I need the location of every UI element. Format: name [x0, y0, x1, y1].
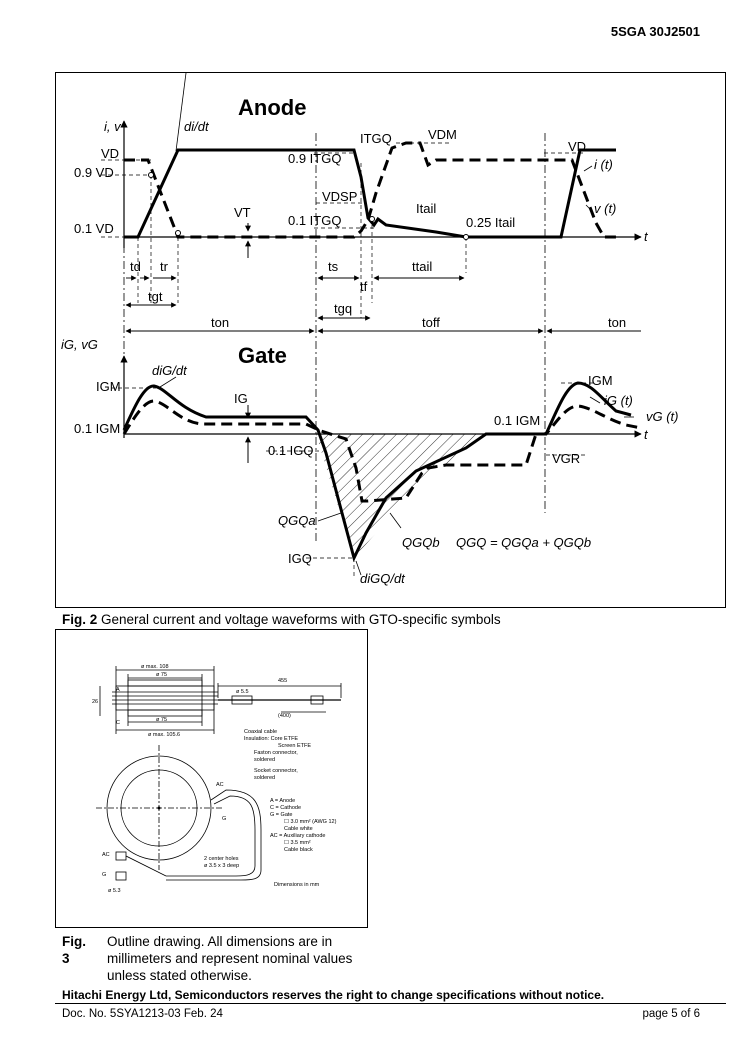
- legend-cathode: C = Cathode: [270, 805, 302, 811]
- qgqb-label: QGQb: [402, 535, 440, 550]
- anode-t-label: t: [644, 229, 648, 244]
- tgt-label: tgt: [148, 289, 163, 304]
- tf-label: tf: [360, 279, 368, 294]
- waveform-diagram: [56, 73, 727, 609]
- outline-drawing: [56, 630, 369, 929]
- note-insulation-1: Insulation: Core ETFE: [244, 736, 299, 742]
- terminal-ac-cable-label: AC: [102, 852, 110, 858]
- note-faston-2: soldered: [254, 757, 276, 763]
- terminal-a-label: A: [116, 687, 120, 693]
- note-socket-1: Socket connector,: [254, 768, 298, 774]
- figure-2-caption-text: General current and voltage waveforms with GTO-specific symbols: [97, 612, 501, 627]
- dim-5-3: ø 5.3: [108, 888, 121, 894]
- ts-label: ts: [328, 259, 339, 274]
- td-label: td: [130, 259, 141, 274]
- vd09-label: 0.9 VD: [74, 165, 114, 180]
- figure-2-waveforms: [55, 72, 726, 608]
- dim-75-top: ø 75: [156, 672, 168, 678]
- note-insulation-2: Screen ETFE: [278, 743, 312, 749]
- qgq-equation: QGQ = QGQa + QGQb: [456, 535, 592, 550]
- igm01-right-label: 0.1 IGM: [494, 413, 541, 428]
- vd01-label: 0.1 VD: [74, 221, 114, 236]
- page-number: page 5 of 6: [642, 1008, 700, 1020]
- figure-2-caption-label: Fig. 2: [62, 612, 98, 627]
- vd-right-label: VD: [568, 139, 587, 154]
- legend-gate-size: ☐ 3.0 mm² (AWG 12): [284, 819, 337, 825]
- legend-v-label: v (t): [594, 201, 617, 216]
- vd-label: VD: [101, 146, 120, 161]
- digqdt-label: diGQ/dt: [360, 571, 405, 586]
- terminal-c-label: C: [116, 720, 120, 726]
- gate-title: Gate: [238, 343, 287, 368]
- legend-aux-size: ☐ 3.5 mm²: [284, 840, 311, 846]
- dim-5-5: ø 5.5: [236, 689, 249, 695]
- ig-label: IG: [234, 391, 248, 406]
- dim-max-105-6: ø max. 105.6: [148, 732, 181, 738]
- toff-label: toff: [422, 315, 440, 330]
- gate-t-label: t: [644, 427, 648, 442]
- itgq-label: ITGQ: [360, 131, 392, 146]
- igm-right-label: IGM: [588, 373, 613, 388]
- ton-label: ton: [211, 315, 230, 330]
- legend-i-label: i (t): [594, 157, 613, 172]
- vdsp-label: VDSP: [322, 189, 358, 204]
- note-holes-1: 2 center holes: [204, 856, 239, 862]
- disclaimer: Hitachi Energy Ltd, Semiconductors reserves the right to change specifications without notice.: [62, 988, 605, 1002]
- tgq-label: tgq: [334, 301, 353, 316]
- qgqa-label: QGQa: [278, 513, 316, 528]
- legend-anode: A = Anode: [270, 798, 296, 804]
- vt-label: VT: [234, 205, 251, 220]
- dim-max-108: ø max. 108: [141, 664, 169, 670]
- igq-label: IGQ: [288, 551, 312, 566]
- ton2-label: ton: [608, 315, 627, 330]
- gate-y-axis-label: iG, vG: [61, 337, 98, 352]
- part-number: 5SGA 30J2501: [610, 24, 700, 39]
- terminal-g-label: G: [222, 816, 227, 822]
- figure-3-caption-text: Outline drawing. All dimensions are in millimeters and represent nominal values unless stated otherwise.: [107, 934, 353, 983]
- vgr-label: VGR: [552, 451, 581, 466]
- note-holes-2: ø 3.5 x 3 deep: [204, 863, 240, 869]
- vdm-label: VDM: [428, 127, 457, 142]
- anode-voltage-curve: [124, 143, 616, 237]
- footer-divider: [55, 1003, 726, 1004]
- itgq01-label: 0.1 ITGQ: [288, 213, 342, 228]
- itgq09-label: 0.9 ITGQ: [288, 151, 342, 166]
- didt-label: di/dt: [184, 119, 209, 134]
- legend-gate: G = Gate: [270, 812, 293, 818]
- note-socket-2: soldered: [254, 775, 276, 781]
- anode-title: Anode: [238, 95, 307, 120]
- dim-75-bottom: ø 75: [156, 717, 168, 723]
- ig-legend-label: iG (t): [604, 393, 633, 408]
- anode-current-curve: [124, 150, 616, 237]
- digdt-label: diG/dt: [152, 363, 187, 378]
- itail-label: Itail: [416, 201, 437, 216]
- itail025-label: 0.25 Itail: [466, 215, 516, 230]
- terminal-ac-label: AC: [216, 782, 224, 788]
- legend-aux-cathode: AC = Auxiliary cathode: [270, 833, 326, 839]
- dim-455: 455: [278, 678, 288, 684]
- igm-label: IGM: [96, 379, 121, 394]
- igm01-label: 0.1 IGM: [74, 421, 121, 436]
- dim-400: (400): [278, 713, 291, 719]
- tr-label: tr: [160, 259, 168, 274]
- vg-legend-label: vG (t): [646, 409, 679, 424]
- terminal-g-cable-label: G: [102, 872, 107, 878]
- figure-3-caption-label: Fig. 3: [62, 934, 86, 966]
- igq01-label: 0.1 IGQ: [268, 443, 314, 458]
- dim-26: 26: [92, 699, 99, 705]
- figure-3-outline-drawing: [55, 629, 368, 928]
- note-cable: Coaxial cable: [244, 729, 278, 735]
- anode-y-axis-label: i, v: [104, 119, 121, 134]
- figure-2-caption: [62, 612, 501, 627]
- note-faston-1: Faston connector,: [254, 750, 298, 756]
- document-number: Doc. No. 5SYA1213-03 Feb. 24: [62, 1008, 223, 1020]
- legend-gate-cable: Cable white: [284, 826, 313, 832]
- legend-aux-cable: Cable black: [284, 847, 313, 853]
- ttail-label: ttail: [412, 259, 433, 274]
- note-dimensions: Dimensions in mm: [274, 882, 320, 888]
